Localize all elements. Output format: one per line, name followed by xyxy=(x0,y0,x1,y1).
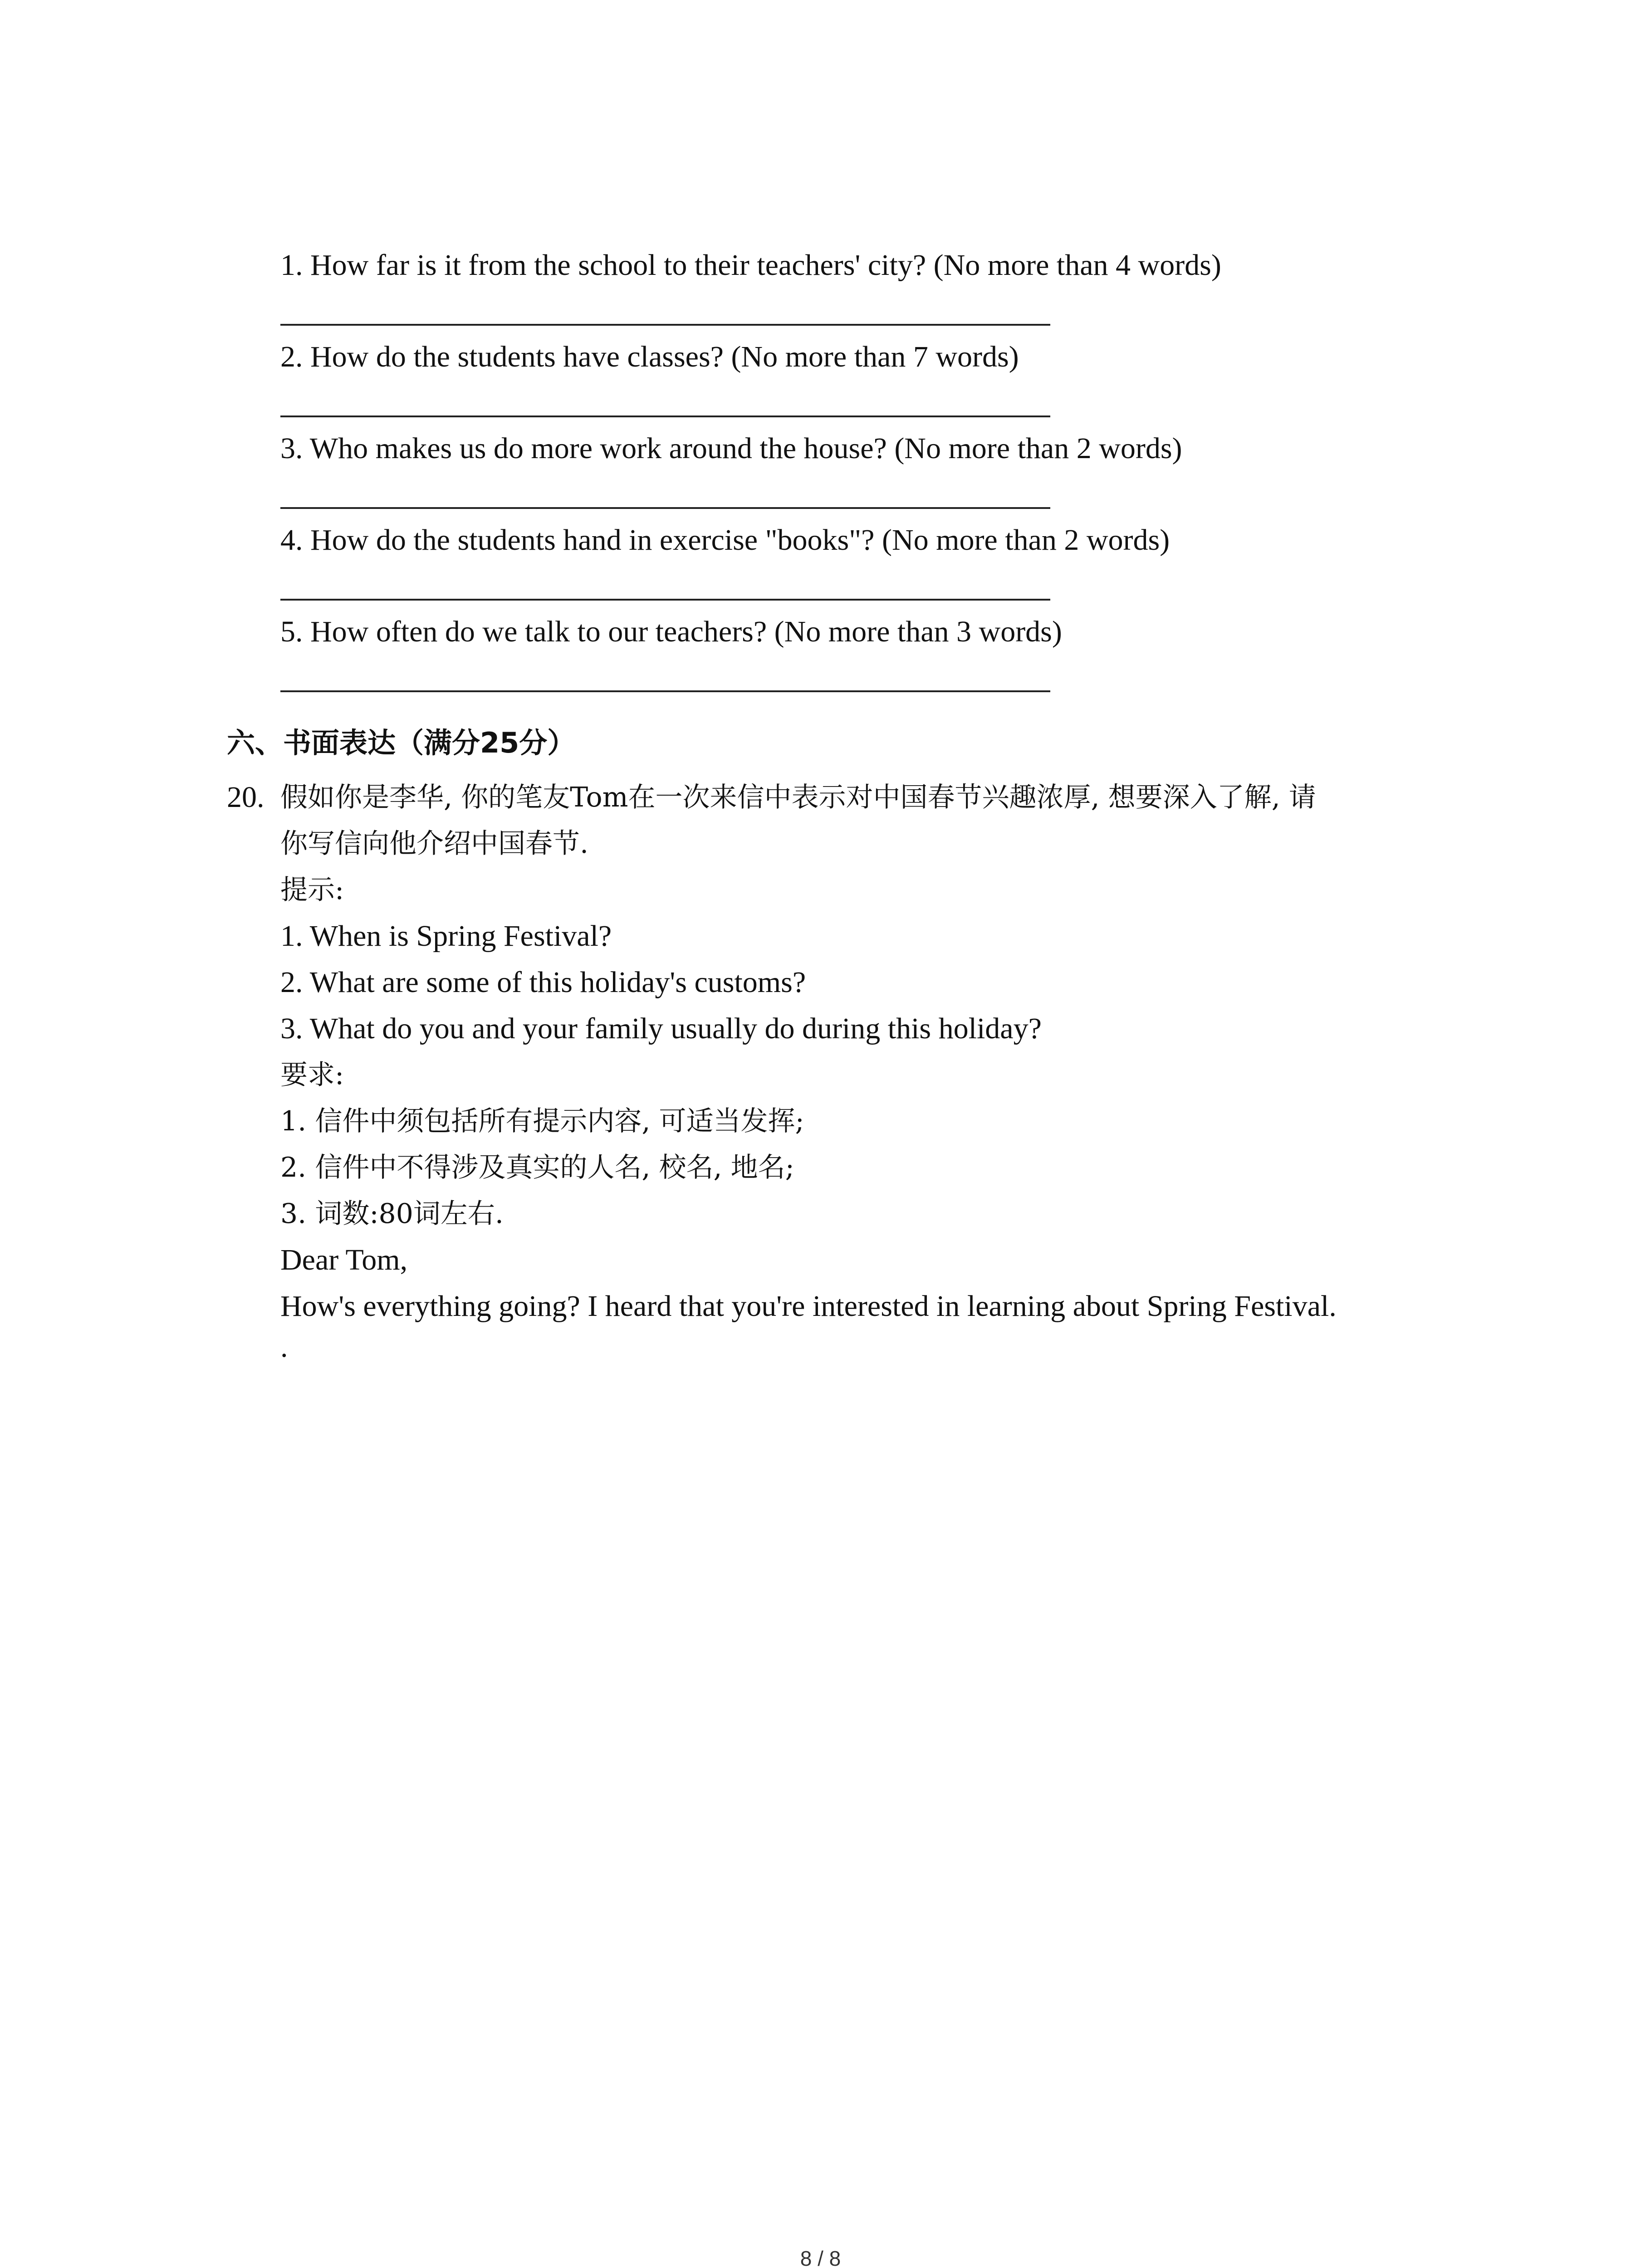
answer-line-3[interactable] xyxy=(280,507,1050,509)
letter-trailing-dot: . xyxy=(280,1330,288,1364)
answer-line-5[interactable] xyxy=(280,690,1050,692)
answer-line-4[interactable] xyxy=(280,599,1050,601)
question-1: 1. How far is it from the school to their teachers' city? (No more than 4 words) xyxy=(280,249,1221,282)
letter-opening: How's everything going? I heard that you're interested in learning about Spring Festival. xyxy=(280,1290,1337,1323)
writing-prompt-line-2: 你写信向他介绍中国春节. xyxy=(280,828,589,860)
requirement-item-3: 3. 词数:80词左右. xyxy=(280,1198,504,1230)
requirement-item-2: 2. 信件中不得涉及真实的人名, 校名, 地名; xyxy=(280,1152,794,1183)
question-5: 5. How often do we talk to our teachers? (No more than 3 words) xyxy=(280,615,1062,648)
hint-item-1: 1. When is Spring Festival? xyxy=(280,919,612,953)
hints-label: 提示: xyxy=(280,874,344,906)
writing-prompt-line-1: 假如你是李华, 你的笔友Tom在一次来信中表示对中国春节兴趣浓厚, 想要深入了解, 请 xyxy=(280,782,1316,813)
letter-greeting: Dear Tom, xyxy=(280,1243,408,1276)
answer-line-1[interactable] xyxy=(280,324,1050,326)
hint-item-2: 2. What are some of this holiday's customs? xyxy=(280,966,806,999)
question-3: 3. Who makes us do more work around the house? (No more than 2 words) xyxy=(280,432,1182,465)
hint-item-3: 3. What do you and your family usually do during this holiday? xyxy=(280,1012,1042,1045)
answer-line-2[interactable] xyxy=(280,415,1050,417)
question-number: 20. xyxy=(227,781,265,814)
requirement-item-1: 1. 信件中须包括所有提示内容, 可适当发挥; xyxy=(280,1105,804,1137)
question-4: 4. How do the students hand in exercise "books"? (No more than 2 words) xyxy=(280,523,1170,557)
section-title: 六、书面表达（满分25分） xyxy=(227,726,576,759)
question-2: 2. How do the students have classes? (No more than 7 words) xyxy=(280,340,1019,373)
page-number: 8 / 8 xyxy=(800,2247,841,2268)
requirements-label: 要求: xyxy=(280,1059,344,1091)
